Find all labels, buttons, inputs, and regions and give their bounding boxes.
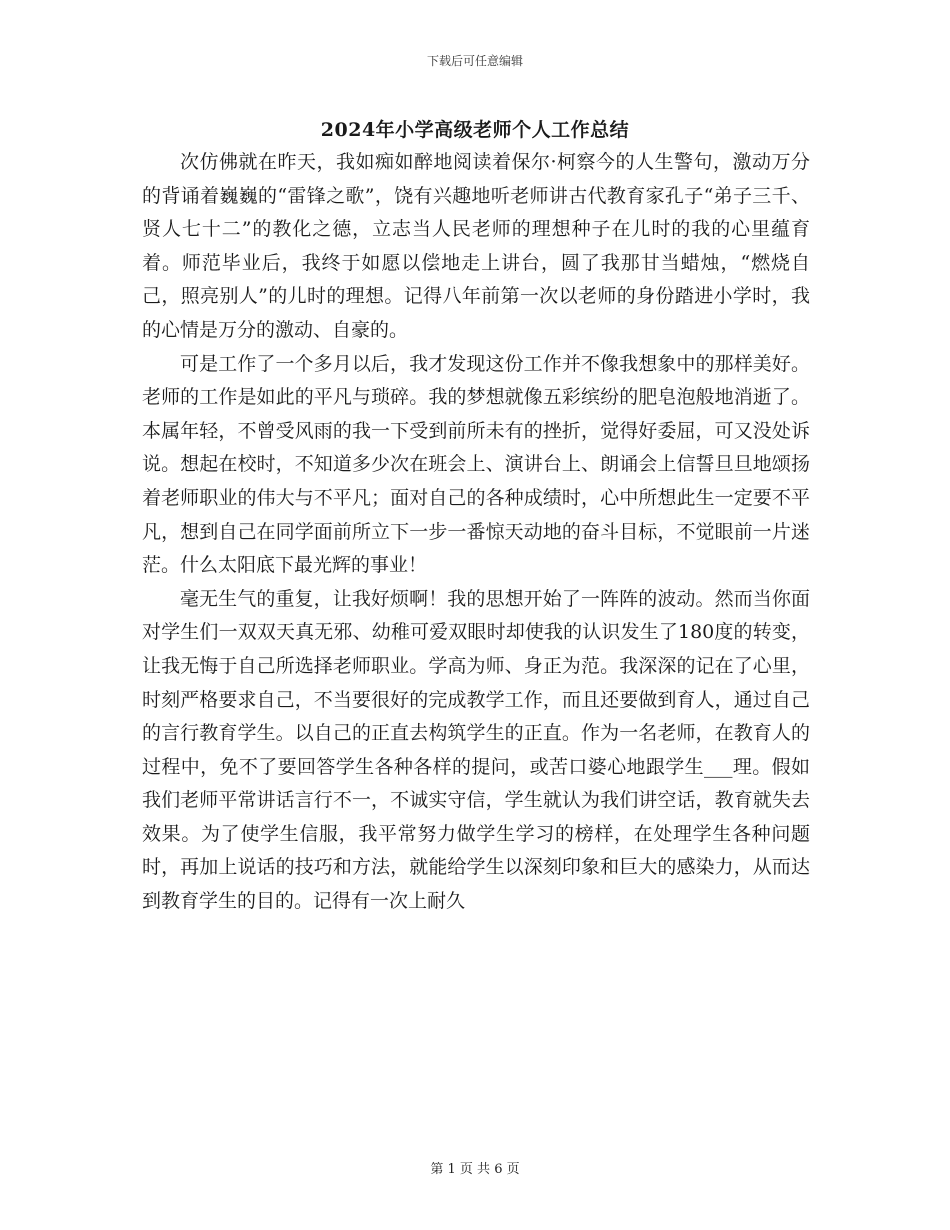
paragraph-3: 毫无生气的重复，让我好烦啊！我的思想开始了一阵阵的波动。然而当你面对学生们一双双天真无邪、幼稚可爱双眼时却使我的认识发生了180度的转变，让我无悔于自己所选择老师职业。学高为师、身正为范。我深深的记在了心里，时刻严格要求自己，不当要很好的完成教学工作，而且还要做到育人，通过自己的言行教育学生。以自己的正直去构筑学生的正直。作为一名老师，在教育人的过程中，免不了要回答学生各种各样的提问，或苦口婆心地跟学生___理。假如我们老师平常讲话言行不一，不诚实守信，学生就认为我们讲空话，教育就失去效果。为了使学生信服，我平常努力做学生学习的榜样，在处理学生各种问题时，再加上说话的技巧和方法，就能给学生以深刻印象和巨大的感染力，从而达到教育学生的目的。记得有一次上耐久 — [142, 587, 810, 913]
page-number: 第 1 页 共 6 页 — [430, 1162, 520, 1177]
paragraph-2: 可是工作了一个多月以后，我才发现这份工作并不像我想象中的那样美好。老师的工作是如此的平凡与琐碎。我的梦想就像五彩缤纷的肥皂泡般地消逝了。本属年轻，不曾受风雨的我一下受到前所未有的挫折，觉得好委屈，可又没处诉说。想起在校时，不知道多少次在班会上、演讲台上、朗诵会上信誓旦旦地颂扬着老师职业的伟大与不平凡；面对自己的各种成绩时，心中所想此生一定要不平凡，想到自己在同学面前所立下一步一番惊天动地的奋斗目标，不觉眼前一片迷茫。什么太阳底下最光辉的事业！ — [142, 352, 810, 577]
paragraph-1: 次仿佛就在昨天，我如痴如醉地阅读着保尔·柯察今的人生警句，激动万分的背诵着巍巍的“雷锋之歌”，饶有兴趣地听老师讲古代教育家孔子“弟子三千、贤人七十二”的教化之德，立志当人民老师的理想种子在儿时的我的心里蕴育着。师范毕业后，我终于如愿以偿地走上讲台，圆了我那甘当蜡烛，“燃烧自己，照亮别人”的儿时的理想。记得八年前第一次以老师的身份踏进小学时，我的心情是万分的激动、自豪的。 — [142, 151, 810, 341]
document-title: 2024年小学高级老师个人工作总结 — [320, 119, 630, 141]
header-note: 下载后可任意编辑 — [426, 54, 523, 68]
document-body — [142, 146, 810, 919]
